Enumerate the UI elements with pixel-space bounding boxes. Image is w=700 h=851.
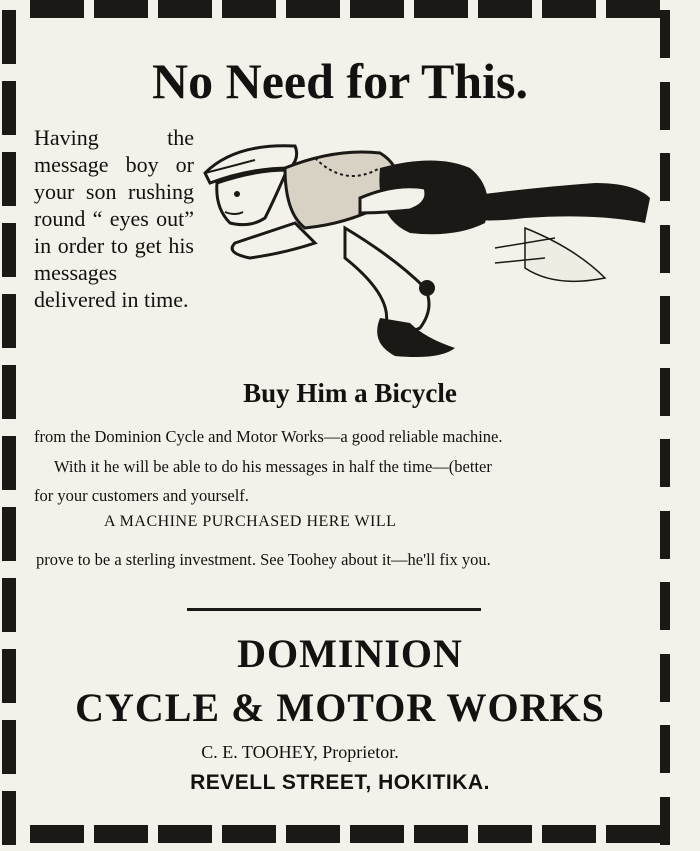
- intro-text: Having the message boy or your son rushing round “ eyes out” in order to get his messages delivered in time.: [34, 125, 194, 312]
- top-border: [30, 0, 660, 20]
- subheading: Buy Him a Bicycle: [243, 378, 457, 408]
- headline: No Need for This.: [152, 53, 528, 109]
- firm-name-line-2: CYCLE & MOTOR WORKS: [75, 685, 605, 730]
- body-line: prove to be a sterling investment. See Toohey about it—he'll fix you.: [36, 550, 491, 569]
- left-border: [2, 10, 18, 845]
- divider-rule: [187, 608, 481, 611]
- bottom-border: [30, 825, 660, 845]
- address-line: REVELL STREET, HOKITIKA.: [190, 771, 490, 794]
- right-border: [660, 10, 676, 845]
- running-boy-illustration: [195, 128, 660, 373]
- body-line: A MACHINE PURCHASED HERE WILL: [104, 513, 397, 530]
- body-line: With it he will be able to do his messages in half the time—(better: [54, 457, 492, 476]
- body-line: from the Dominion Cycle and Motor Works—a good reliable machine.: [34, 427, 503, 446]
- body-line: for your customers and yourself.: [34, 486, 249, 505]
- proprietor-line: C. E. TOOHEY, Proprietor.: [201, 742, 399, 762]
- firm-name-line-1: DOMINION: [237, 631, 463, 676]
